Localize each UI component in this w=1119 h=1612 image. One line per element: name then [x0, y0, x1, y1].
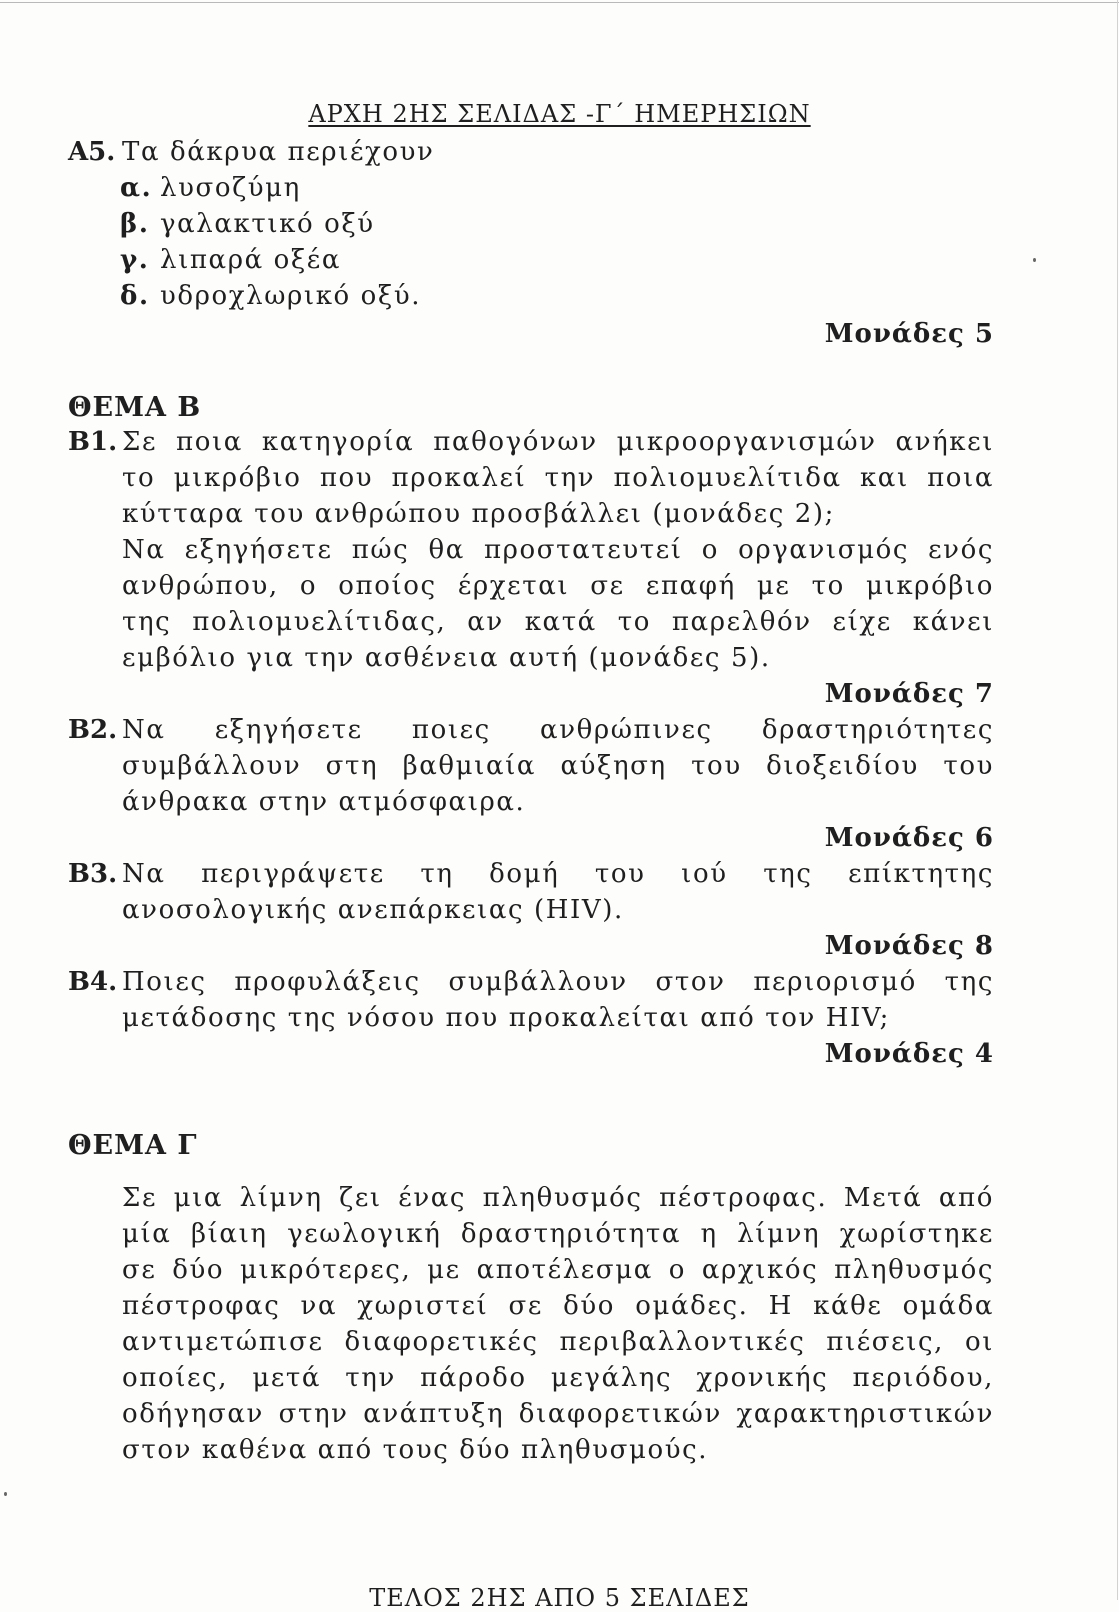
question-b1-label: Β1.	[68, 427, 118, 457]
question-b2-line: Να εξηγήσετε ποιες ανθρώπινες δραστηριότητες	[122, 715, 994, 745]
theme-c-line: οποίες, μετά την πάροδο μεγάλης χρονικής περιόδου,	[122, 1363, 994, 1393]
question-b1-line: ανθρώπου, ο οποίος έρχεται σε επαφή με το μικρόβιο	[122, 571, 994, 601]
section-title-theme-c: ΘΕΜΑ Γ	[68, 1130, 198, 1161]
question-b4-label: Β4.	[68, 967, 118, 997]
option-b	[120, 206, 375, 242]
option-d	[120, 278, 421, 314]
theme-c-line: πέστροφας να χωριστεί σε δύο ομάδες. Η κάθε ομάδα	[122, 1291, 994, 1321]
question-b4-line: μετάδοσης της νόσου που προκαλείται από τον HIV;	[122, 1003, 891, 1033]
question-a5-text: Τα δάκρυα περιέχουν	[122, 137, 435, 167]
theme-c-line: μία βίαιη γεωλογική δραστηριότητα η λίμνη χωρίστηκε	[122, 1219, 994, 1249]
points-b2: Μονάδες 6	[824, 823, 994, 853]
points-b1: Μονάδες 7	[824, 679, 994, 709]
question-b1-line: κύτταρα του ανθρώπου προσβάλλει (μονάδες 2);	[122, 499, 836, 529]
question-b2-line: άνθρακα στην ατμόσφαιρα.	[122, 787, 526, 817]
theme-c-line: σε δύο μικρότερες, με αποτέλεσμα ο αρχικός πληθυσμός	[122, 1255, 994, 1285]
question-b1-line: Σε ποια κατηγορία παθογόνων μικροοργανισμών ανήκει	[122, 427, 994, 457]
question-b4-line: Ποιες προφυλάξεις συμβάλλουν στον περιορισμό της	[122, 967, 994, 997]
page-header: ΑΡΧΗ 2ΗΣ ΣΕΛΙΔΑΣ -Γ΄ ΗΜΕΡΗΣΙΩΝ	[308, 100, 811, 128]
page-top-edge	[0, 2, 1119, 3]
option-letter: β.	[120, 209, 150, 239]
question-b2-label: Β2.	[68, 715, 118, 745]
theme-c-line: Σε μια λίμνη ζει ένας πληθυσμός πέστροφας. Μετά από	[122, 1183, 994, 1213]
points-b4: Μονάδες 4	[824, 1039, 994, 1069]
option-text: γαλακτικό οξύ	[160, 209, 375, 239]
option-text: λυσοζύμη	[160, 173, 301, 203]
theme-c-line: αντιμετώπισε διαφορετικές περιβαλλοντικές πιέσεις, οι	[122, 1327, 994, 1357]
question-b3-line: ανοσολογικής ανεπάρκειας (HIV).	[122, 895, 624, 925]
option-c	[120, 242, 341, 278]
scan-speck	[1033, 258, 1036, 262]
option-letter: α.	[120, 173, 153, 203]
question-b3-label: Β3.	[68, 859, 118, 889]
question-b3-line: Να περιγράψετε τη δομή του ιού της επίκτητης	[122, 859, 994, 889]
question-a5-label: Α5.	[68, 137, 116, 167]
theme-c-line: στον καθένα από τους δύο πληθυσμούς.	[122, 1435, 709, 1465]
theme-c-line: οδήγησαν στην ανάπτυξη διαφορετικών χαρακτηριστικών	[122, 1399, 994, 1429]
scan-speck	[4, 1492, 7, 1496]
option-a	[120, 170, 301, 206]
page-right-edge	[1117, 0, 1118, 1600]
question-b1-line: εμβόλιο για την ασθένεια αυτή (μονάδες 5).	[122, 643, 771, 673]
option-letter: δ.	[120, 281, 150, 311]
page-footer: ΤΕΛΟΣ 2ΗΣ ΑΠΟ 5 ΣΕΛΙΔΕΣ	[369, 1584, 750, 1612]
question-b2-line: συμβάλλουν στη βαθμιαία αύξηση του διοξειδίου του	[122, 751, 994, 781]
option-text: λιπαρά οξέα	[160, 245, 342, 275]
points-a5: Μονάδες 5	[824, 319, 994, 349]
question-b1-line: της πολιομυελίτιδας, αν κατά το παρελθόν είχε κάνει	[122, 607, 994, 637]
question-b1-line: το μικρόβιο που προκαλεί την πολιομυελίτιδα και ποια	[122, 463, 994, 493]
question-b1-line: Να εξηγήσετε πώς θα προστατευτεί ο οργανισμός ενός	[122, 535, 994, 565]
option-text: υδροχλωρικό οξύ.	[160, 281, 422, 311]
section-title-theme-b: ΘΕΜΑ Β	[68, 392, 202, 423]
option-letter: γ.	[120, 245, 150, 275]
points-b3: Μονάδες 8	[824, 931, 994, 961]
